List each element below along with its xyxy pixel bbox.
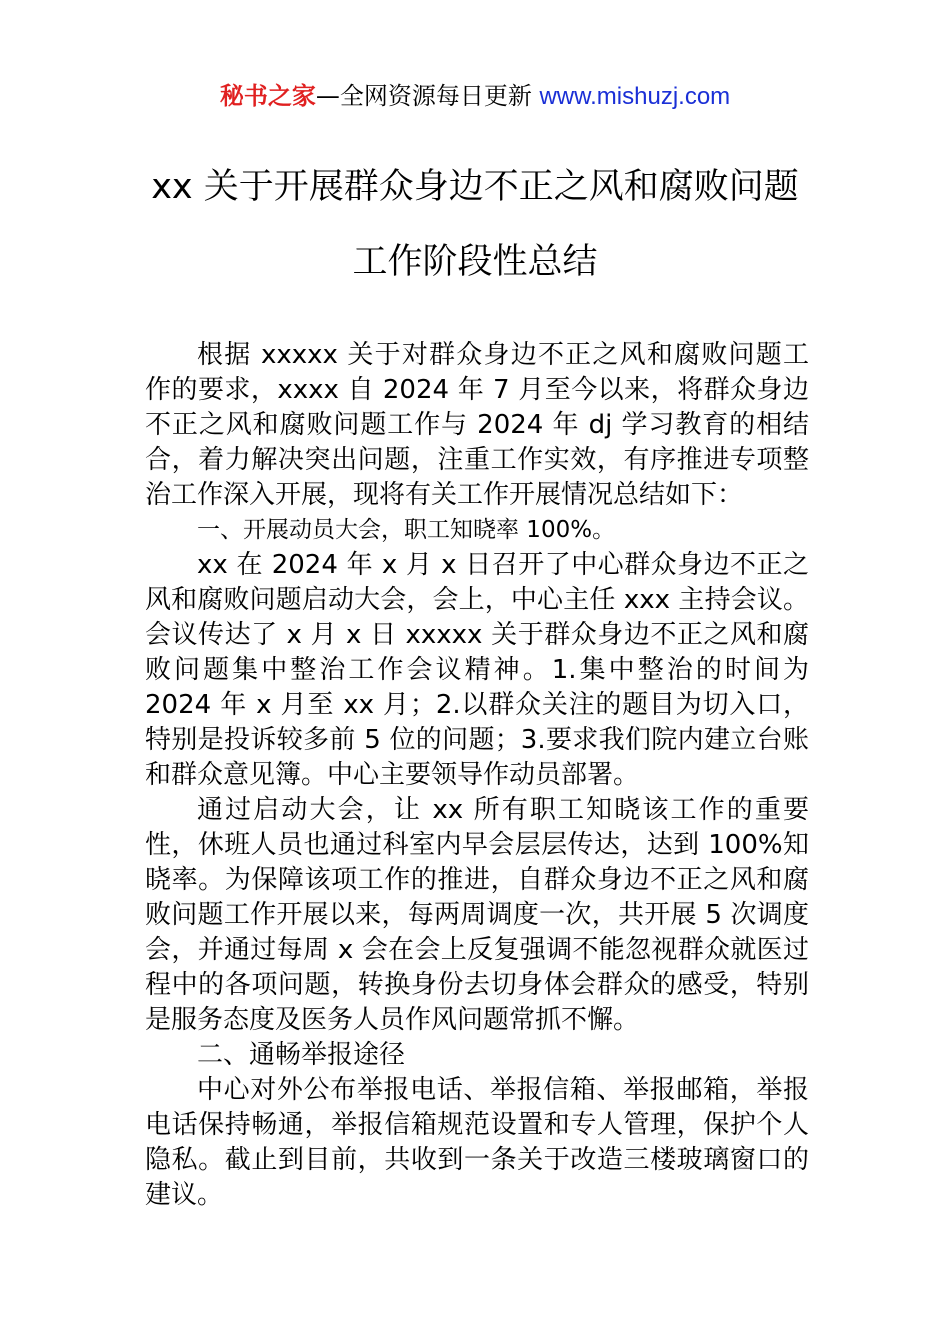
title-line-2: 工作阶段性总结 <box>352 242 598 282</box>
paragraph-reporting: 中心对外公布举报电话、举报信箱、举报邮箱，举报电话保持畅通，举报信箱规范设置和专人管理，保护个人隐私。截止到目前，共收到一条关于改造三楼玻璃窗口的建议。 <box>145 1075 809 1210</box>
section-heading-1: 一、开展动员大会，职工知晓率 100%。 <box>197 517 616 543</box>
title-line-1: xx 关于开展群众身边不正之风和腐败问题 <box>151 167 799 207</box>
site-header <box>0 80 950 113</box>
document-body <box>145 338 809 1213</box>
paragraph-intro: 根据 xxxxx 关于对群众身边不正之风和腐败问题工作的要求，xxxx 自 2024 年 7 月至今以来，将群众身边不正之风和腐败问题工作与 2024 年 dj 学习教育的相结合，着力解决突出问题，注重工作实效，有序推进专项整治工作深入开展，现将有关工作开展情况总结如下： <box>145 340 809 510</box>
site-brand: 秘书之家 <box>219 82 316 110</box>
site-url-link[interactable]: www.mishuzj.com <box>539 83 731 110</box>
paragraph-meeting: xx 在 2024 年 x 月 x 日召开了中心群众身边不正之风和腐败问题启动大会，会上，中心主任 xxx 主持会议。会议传达了 x 月 x 日 xxxxx 关于群众身边不正之风和腐败问题集中整治工作会议精神。1.集中整治的时间为 2024 年 x 月至 xx 月；2.以群众关注的题目为切入口，特别是投诉较多前 5 位的问题；3.要求我们院内建立台账和群众意见簿。中心主要领导作动员部署。 <box>145 550 809 790</box>
document-title <box>0 150 950 300</box>
site-tagline: —全网资源每日更新 <box>315 82 540 110</box>
paragraph-awareness: 通过启动大会，让 xx 所有职工知晓该工作的重要性，休班人员也通过科室内早会层层传达，达到 100%知晓率。为保障该项工作的推进，自群众身边不正之风和腐败问题工作开展以来，每两周调度一次，共开展 5 次调度会，并通过每周 x 会在会上反复强调不能忽视群众就医过程中的各项问题，转换身份去切身体会群众的感受，特别是服务态度及医务人员作风问题常抓不懈。 <box>145 795 809 1035</box>
section-heading-2: 二、通畅举报途径 <box>197 1040 406 1070</box>
